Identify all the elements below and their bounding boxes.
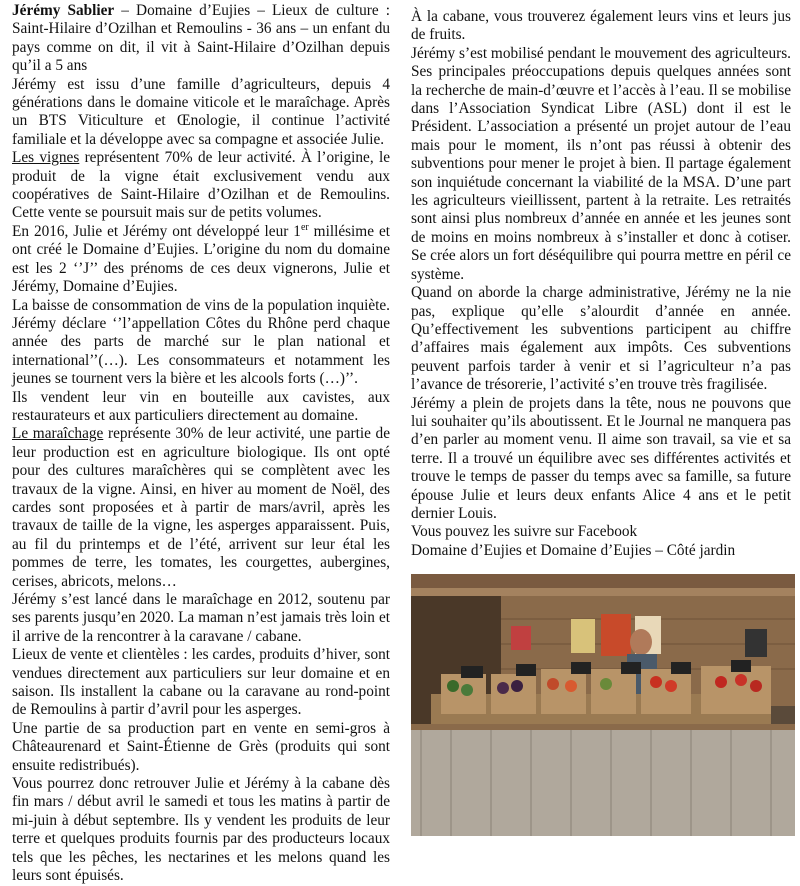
lancement-paragraph: Jérémy s’est lancé dans le maraîchage en 2012, soutenu par ses parents jusqu’en 2020. La maman n’est jamais très loin et il arrive de la rencontrer à la caravane / cabane. bbox=[12, 591, 390, 645]
charge-paragraph: Quand on aborde la charge administrative, Jérémy ne la nie pas, explique qu’elle s’alourdit d’année en année. Qu’effectivement les subventions participent au chiffre d’affaires mais également aux impôts. Ces subventions peuvent parfois tarder à venir et si l’agriculteur n’a pas l’avance de trésorerie, l’activité s’en trouve très fragilisée. bbox=[411, 284, 791, 394]
semigros-paragraph: Une partie de sa production part en vente en semi-gros à Châteaurenard et Saint-Étienne de Grès (produits qui sont ensuite redistribués). bbox=[12, 719, 390, 774]
vignes-paragraph: Les vignes représentent 70% de leur activité. À l’origine, le produit de la vigne était exclusivement vendu aux coopératives de Saint-Hilaire d’Ozilhan et de Remoulins. Cette vente se poursuit mais sur de petits volumes. bbox=[12, 149, 390, 222]
cabane-paragraph: Vous pourrez donc retrouver Julie et Jérémy à la cabane dès fin mars / début avril le samedi et tous les matins à partir de mi-juin à début septembre. Ils y vendent les produits de leur terre et quelques produits fournis par des producteurs locaux tels que les pêches, les nectarines et les melons quand les leurs sont épuisés. bbox=[12, 775, 390, 885]
person-name: Jérémy Sablier bbox=[12, 2, 115, 19]
maraichage-heading: Le maraîchage bbox=[12, 425, 104, 443]
vins-paragraph: À la cabane, vous trouverez également leurs vins et leurs jus de fruits. bbox=[411, 8, 791, 44]
market-stall-photo bbox=[411, 574, 795, 836]
lieux-paragraph: Lieux de vente et clientèles : les cardes, produits d’hiver, sont vendues directement aux particuliers sur leur domaine et en saison. Ils installent la cabane ou la caravane au rond-point de Remoulins à partir d’avril pour les asperges. bbox=[12, 646, 390, 719]
mobilisation-paragraph: Jérémy s’est mobilisé pendant le mouvement des agriculteurs. Ses principales préoccupations depuis quelques années sont la recherche de main-d’œuvre et l’accès à l’eau. Il se mobilise dans l’Association Syndicat Libre (ASL) dont il est le Président. L’association a présenté un projet autour de l’eau mais pour le moment, ils n’ont pas réussi à obtenir des subventions pour mener le projet à bien. Il partage également son inquiétude concernant la viabilité de la MSA. D’une part les agriculteurs vieillissent, partent à la retraite. Les retraités sont ainsi plus nombreux d’année en année et les jeunes sont de moins en moins nombreux à s’installer et donc à cotiser. Se crée alors un fort déséquilibre qui pourra mettre en péril ce système. bbox=[411, 44, 791, 283]
family-paragraph: Jérémy est issu d’une famille d’agriculteurs, depuis 4 générations dans le domaine viticole et le maraîchage. Après un BTS Viticulture et Œnologie, il continue l’activité familiale et la développe avec sa compagne et associée Julie. bbox=[12, 75, 390, 148]
vignes-heading: Les vignes bbox=[12, 149, 80, 167]
maraichage-paragraph: Le maraîchage représente 30% de leur activité, une partie de leur production est en agriculture biologique. Ils ont opté pour des cultures maraîchères qui se complètent avec les travaux de la vigne. Ainsi, en hiver au moment de Noël, des cardes sont proposées et à partir de mars/avril, après les travaux de taille de la vigne, les asperges apparaissent. Puis, au fil du printemps et de l’été, arrivent sur leur étal les pommes de terre, les tomates, les courgettes, aubergines, cerises, abricots, melons… bbox=[12, 425, 390, 590]
facebook-line: Vous pouvez les suivre sur Facebook bbox=[411, 523, 638, 541]
millesime-paragraph: En 2016, Julie et Jérémy ont développé leur 1er millésime et ont créé le Domaine d’Eujies. L’origine du nom du domaine est les 2 ‘’J’’ des prénoms de ces deux vignerons, Julie et Jérémy, Domaine d’Eujies. bbox=[12, 221, 390, 296]
market-stall-illustration bbox=[411, 574, 795, 836]
facebook-pages-line: Domaine d’Eujies et Domaine d’Eujies – Côté jardin bbox=[411, 541, 736, 559]
vente-paragraph: Ils vendent leur vin en bouteille aux cavistes, aux restaurateurs et aux particuliers directement au domaine. bbox=[12, 388, 390, 424]
article-column-left bbox=[12, 2, 390, 886]
intro-paragraph: Jérémy Sablier – Domaine d’Eujies – Lieux de culture : Saint-Hilaire d’Ozilhan et Remoulins - 36 ans – un enfant du pays comme on dit, il vit à Saint-Hilaire d’Ozilhan depuis qu’il a 5 ans bbox=[12, 2, 390, 75]
projets-paragraph: Jérémy a plein de projets dans la tête, nous ne pouvons que lui souhaiter qu’ils aboutissent. Et le Journal ne manquera pas d’en parler au moment venu. Il aime son travail, sa vie et sa terre. Il a trouvé un équilibre avec ses différentes activités et trouve le temps de passer du temps avec sa famille, sa future épouse Julie et leurs deux enfants Alice 4 ans et le petit dernier Louis. bbox=[411, 394, 791, 522]
consommation-paragraph: La baisse de consommation de vins de la population inquiète. Jérémy déclare ‘’l’appellation Côtes du Rhône perd chaque année des parts de marché sur le plan national et international’’(…). Les consommateurs et notamment les jeunes se tournent vers la bière et les alcools forts (…)’’. bbox=[12, 296, 390, 388]
article-column-right bbox=[411, 8, 791, 560]
